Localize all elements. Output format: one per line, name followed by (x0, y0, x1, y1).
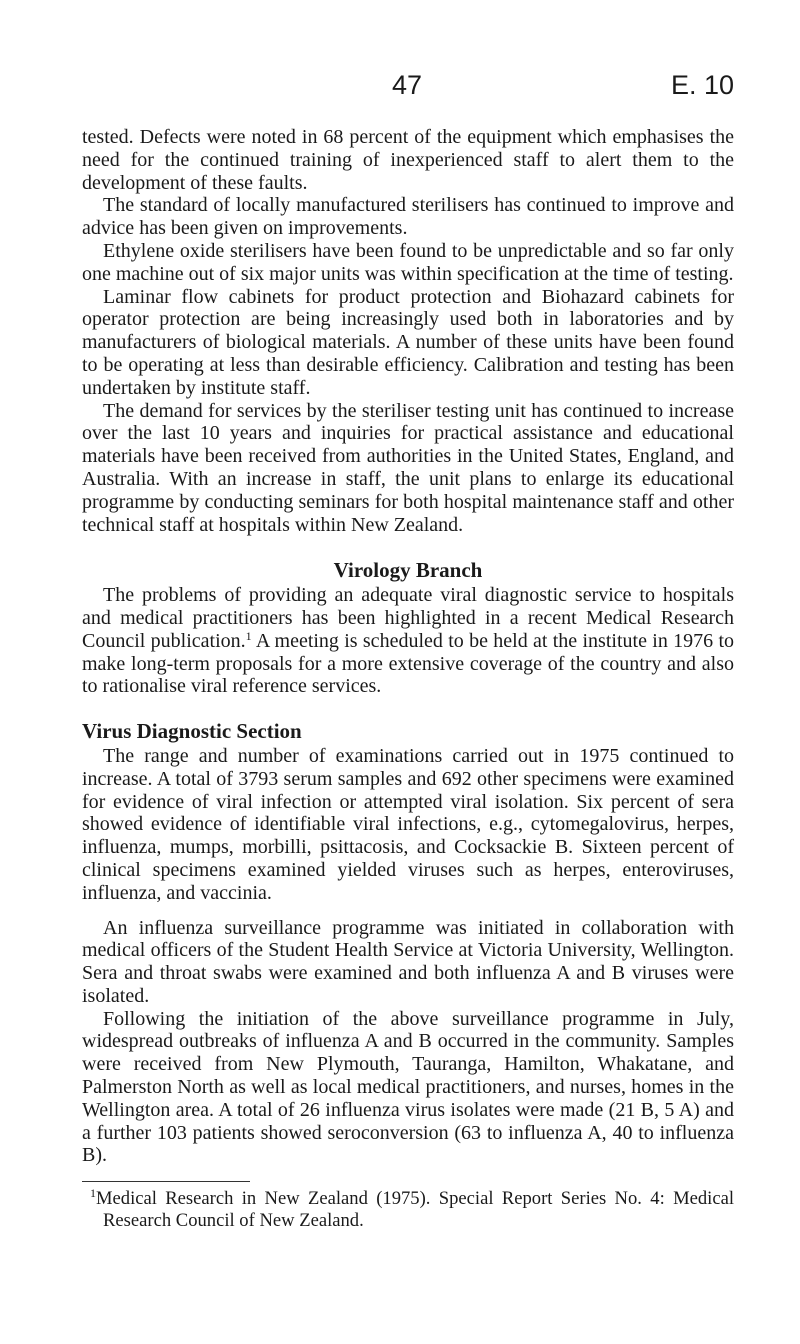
paragraph-virology (82, 584, 734, 698)
page-number: 47 (392, 70, 423, 100)
paragraph: tested. Defects were noted in 68 percent of the equipment which emphasises the need for the continued training of inexperienced staff to alert them to the development of these faults. (82, 126, 734, 194)
paragraph: Following the initiation of the above surveillance programme in July, widespread outbreaks of influenza A and B occurred in the community. Samples were received from New Plymouth, Tauranga, Hamilton, Whakatane, and Palmerston North as well as local medical practitioners, and nurses, homes in the Wellington area. A total of 26 influenza virus isolates were made (21 B, 5 A) and a further 103 patients showed seroconversion (63 to influenza A, 40 to influenza B). (82, 1007, 734, 1167)
page-header (82, 70, 734, 110)
paragraph: Laminar flow cabinets for product protection and Biohazard cabinets for operator protection are being increasingly used both in laboratories and by manufacturers of biological materials. A number of these units have been found to be operating at less than desirable efficiency. Calibration and testing has been undertaken by institute staff. (82, 285, 734, 399)
paragraph: The demand for services by the steriliser testing unit has continued to increase over the last 10 years and inquiries for practical assistance and educational materials have been received from authorities in the United States, England, and Australia. With an increase in staff, the unit plans to enlarge its educational programme by conducting seminars for both hospital maintenance staff and other technical staff at hospitals within New Zealand. (82, 399, 734, 536)
paragraph: The standard of locally manufactured sterilisers has continued to improve and advice has been given on improvements. (82, 194, 734, 240)
footnote-marker: 1 (90, 1186, 96, 1201)
footnote-text: Medical Research in New Zealand (1975). Special Report Series No. 4: Medical Research Council of New Zealand. (96, 1188, 734, 1232)
report-code: E. 10 (670, 70, 734, 100)
footnote (82, 1188, 734, 1232)
paragraph: An influenza surveillance programme was initiated in collaboration with medical officers of the Student Health Service at Victoria University, Wellington. Sera and throat swabs were examined and both influenza A and B viruses were isolated. (82, 916, 734, 1007)
paragraph: Ethylene oxide sterilisers have been found to be unpredictable and so far only one machine out of six major units was within specification at the time of testing. (82, 239, 734, 285)
paragraph: The range and number of examinations carried out in 1975 continued to increase. A total of 3793 serum samples and 692 other specimens were examined for evidence of viral infection or attempted viral isolation. Six percent of sera showed evidence of identifiable viral infections, e.g., cytomegalovirus, herpes, influenza, mumps, morbilli, psittacosis, and Cocksackie B. Sixteen percent of clinical specimens examined yielded viruses such as herpes, enteroviruses, influenza, and vaccinia. (82, 744, 734, 904)
page-body (82, 126, 734, 1232)
paragraph-text: A meeting is scheduled to be held at the institute in 1976 to make long-term proposals for a more extensive coverage of the country and also to rationalise viral reference services. (82, 629, 735, 698)
paragraph-text: The problems of providing an adequate viral diagnostic service to hospitals and medical practitioners has been highlighted in a recent Medical Research Council publication. (82, 584, 734, 652)
footnote-reference: 1 (245, 628, 252, 643)
section-heading-virology-branch: Virology Branch (333, 558, 483, 583)
footnote-rule (82, 1181, 250, 1182)
section-heading-virus-diagnostic: Virus Diagnostic Section (82, 719, 302, 744)
